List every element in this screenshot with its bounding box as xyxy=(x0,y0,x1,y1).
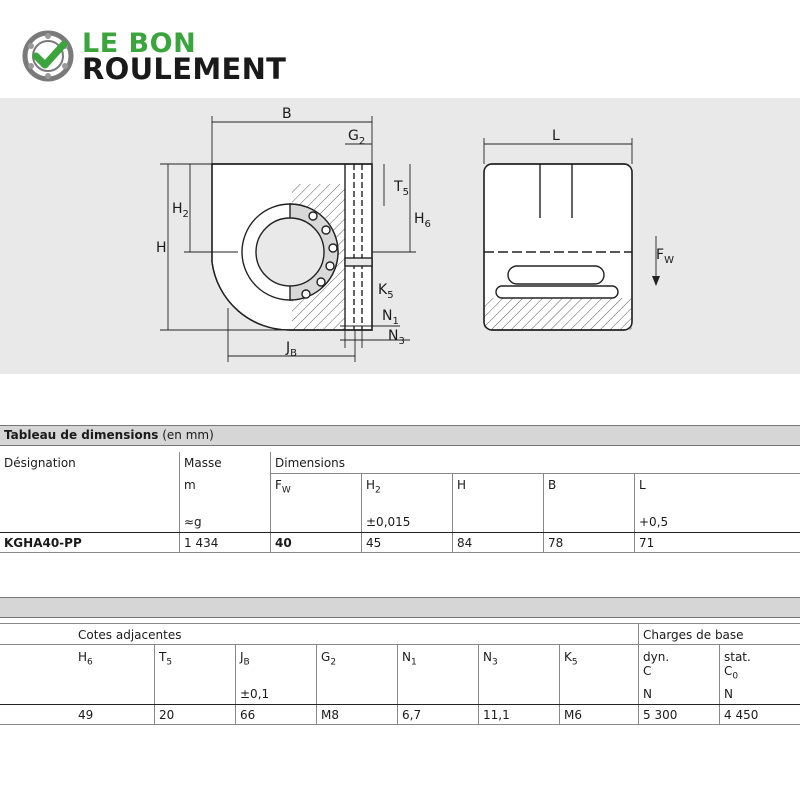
label-fw: $F_W$ xyxy=(656,247,674,266)
col-g2: $G_2$ xyxy=(321,650,337,668)
technical-drawing xyxy=(0,98,800,374)
label-h2: $H_2$ xyxy=(172,201,189,220)
row-k5: M6 xyxy=(564,708,582,722)
col-jb: $J_B$ xyxy=(240,650,250,668)
row-h6: 49 xyxy=(78,708,94,722)
col-h2: $H_2$ xyxy=(366,478,381,496)
row-b: 78 xyxy=(548,536,564,550)
row-masse: 1 434 xyxy=(184,536,219,550)
table1-title: Tableau de dimensions (en mm) xyxy=(4,428,214,442)
col-dyn-c: C xyxy=(643,664,652,678)
col-designation: Désignation xyxy=(4,456,76,470)
label-l: L xyxy=(552,128,560,144)
label-g2: $G_2$ xyxy=(348,128,366,147)
label-t5: $T_5$ xyxy=(394,179,409,198)
label-h6: $H_6$ xyxy=(414,211,431,230)
tol-l: +0,5 xyxy=(639,515,669,529)
row-l: 71 xyxy=(639,536,655,550)
label-b: B xyxy=(282,106,292,122)
table1-title-band xyxy=(0,425,800,446)
col-cotes: Cotes adjacentes xyxy=(78,628,182,642)
brand-line-1: LE BON xyxy=(82,28,197,59)
row-designation: KGHA40-PP xyxy=(4,536,82,550)
col-dyn: dyn. xyxy=(643,650,670,664)
col-m: m xyxy=(184,478,196,492)
brand-logo xyxy=(22,26,312,86)
front-view xyxy=(212,164,372,330)
col-stat-c: $C_0$ xyxy=(724,664,739,682)
bearing-check-icon xyxy=(22,30,74,82)
unit-g: ≈g xyxy=(184,515,202,529)
table2-title-band xyxy=(0,597,800,618)
label-jb: $J_B$ xyxy=(286,340,298,359)
row-stat: 4 450 xyxy=(724,708,759,722)
col-b: B xyxy=(548,478,557,492)
col-h6: $H_6$ xyxy=(78,650,93,668)
col-masse: Masse xyxy=(184,456,222,470)
row-t5: 20 xyxy=(159,708,175,722)
row-h: 84 xyxy=(457,536,473,550)
col-h: H xyxy=(457,478,467,492)
row-fw: 40 xyxy=(275,536,292,550)
brand-line-2: ROULEMENT xyxy=(82,52,287,86)
row-jb: 66 xyxy=(240,708,256,722)
unit-stat: N xyxy=(724,687,733,701)
label-k5: $K_5$ xyxy=(378,282,394,301)
col-k5: $K_5$ xyxy=(564,650,578,668)
tol-h2: ±0,015 xyxy=(366,515,411,529)
label-n3: $N_3$ xyxy=(388,328,405,347)
col-dimensions: Dimensions xyxy=(275,456,346,470)
label-n1: $N_1$ xyxy=(382,308,399,327)
col-stat: stat. xyxy=(724,650,751,664)
row-dyn: 5 300 xyxy=(643,708,678,722)
col-fw: $F_W$ xyxy=(275,478,291,496)
col-l: L xyxy=(639,478,646,492)
row-n1: 6,7 xyxy=(402,708,422,722)
side-view xyxy=(484,138,660,330)
row-n3: 11,1 xyxy=(483,708,510,722)
label-h: H xyxy=(156,240,167,256)
unit-dyn: N xyxy=(643,687,652,701)
row-g2: M8 xyxy=(321,708,339,722)
row-h2: 45 xyxy=(366,536,382,550)
col-charges: Charges de base xyxy=(643,628,744,642)
col-t5: $T_5$ xyxy=(159,650,173,668)
col-n1: $N_1$ xyxy=(402,650,417,668)
col-n3: $N_3$ xyxy=(483,650,498,668)
tol-jb: ±0,1 xyxy=(240,687,270,701)
